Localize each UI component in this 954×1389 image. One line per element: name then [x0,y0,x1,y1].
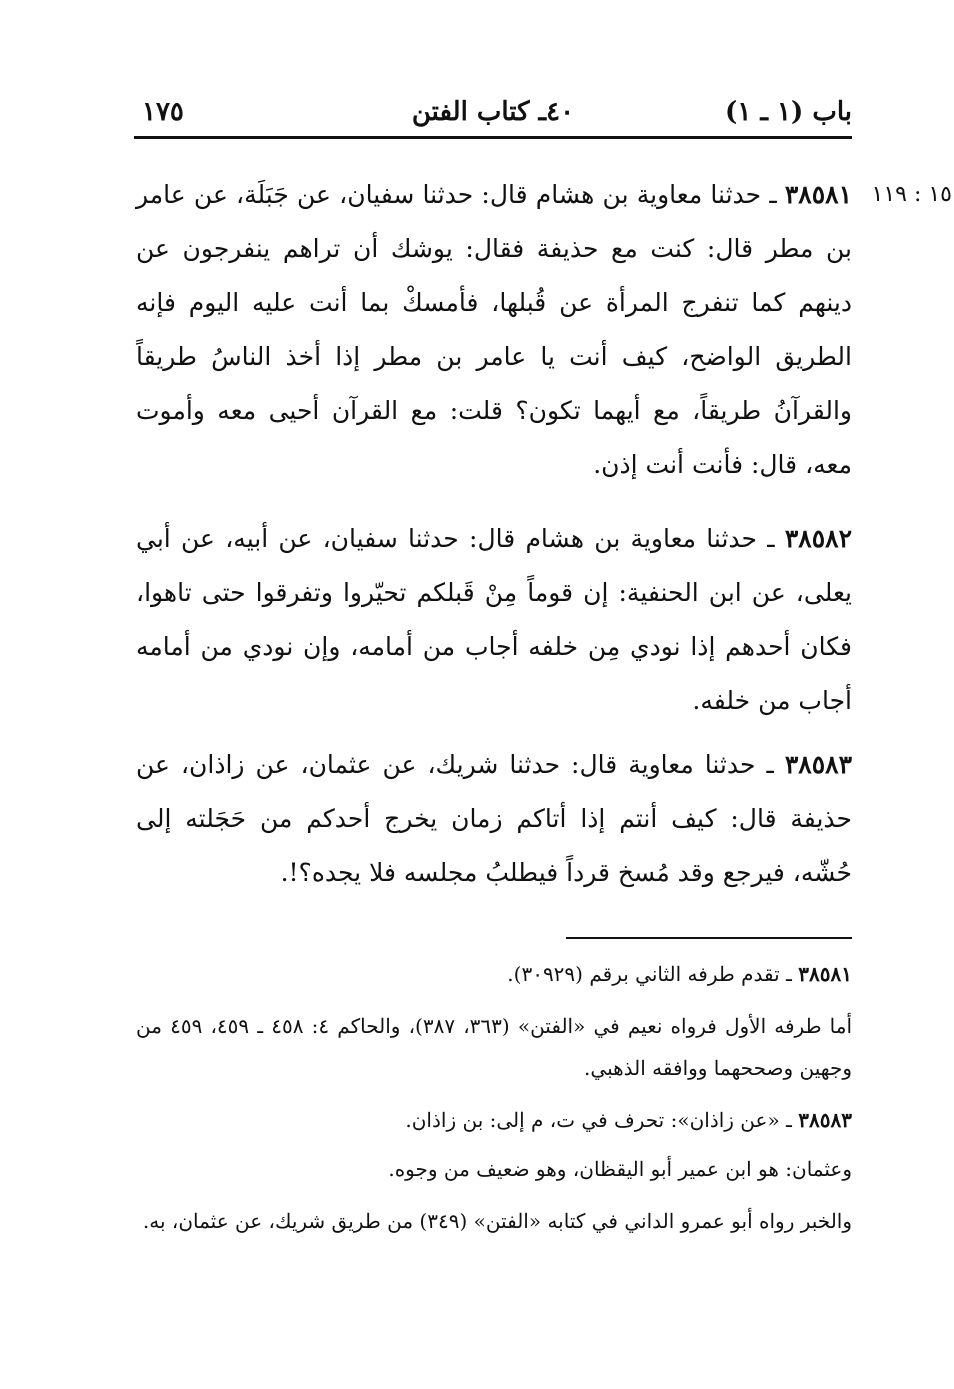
hadith-entry [136,738,852,900]
page-number: ١٧٥ [142,97,184,127]
hadith-text: ـ حدثنا معاوية قال: حدثنا شريك، عن عثمان، عن زاذان، عن حذيفة قال: كيف أنتم إذا أتاكم زمان يخرج أحدكم من حَجَلته إلى حُشّه، فيرجع وقد مُسخ قرداً فيطلبُ مجلسه فلا يجده؟!. [136,750,852,887]
footnote [136,1148,852,1190]
hadith-number: ٣٨٥٨٣ [784,750,852,779]
footnote-text: أما طرفه الأول فرواه نعيم في «الفتن» (٣٦٣، ٣٨٧)، والحاكم ٤: ٤٥٨ ـ ٤٥٩، ٤٥٩ من وجهين وصححهما ووافقه الذهبي. [136,1014,853,1080]
hadith-entry [136,512,852,728]
footnote [136,1005,852,1089]
footnote-number: ٣٨٥٨١ [798,962,852,986]
page-header [134,92,852,132]
chapter-label: باب (١ ـ ١) [725,97,852,127]
header-divider [134,136,852,139]
hadith-entry [136,168,852,492]
footnote-text: ـ تقدم طرفه الثاني برقم (٣٠٩٢٩). [507,962,799,986]
book-title: ٤٠ـ كتاب الفتن [411,97,575,127]
footnote-text: والخبر رواه أبو عمرو الداني في كتابه «الفتن» (٣٤٩) من طريق شريك، عن عثمان، به. [142,1209,852,1233]
margin-reference: ١٥ : ١١٩ [871,182,952,207]
footnote [136,953,852,995]
hadith-text: ـ حدثنا معاوية بن هشام قال: حدثنا سفيان، عن أبيه، عن أبي يعلى، عن ابن الحنفية: إن قوماً مِنْ قَبلكم تحيّروا وتفرقوا حتى تاهوا، فكان أحدهم إذا نودي مِن خلفه أجاب من أمامه، وإن نودي من أمامه أجاب من خلفه. [136,524,852,715]
footnote-divider [566,937,852,939]
footnote [136,1200,852,1242]
hadith-text: ـ حدثنا معاوية بن هشام قال: حدثنا سفيان، عن جَبَلَة، عن عامر بن مطر قال: كنت مع حذيفة فقال: يوشك أن تراهم ينفرجون عن دينهم كما تنفرج المرأة عن قُبلها، فأمسكْ بما أنت عليه اليوم فإنه الطريق الواضح، كيف أنت يا عامر بن مطر إذا أخذ الناسُ طريقاً والقرآنُ طريقاً، مع أيهما تكون؟ قلت: مع القرآن أحيى معه وأموت معه، قال: فأنت أنت إذن. [136,180,852,479]
footnote-text: وعثمان: هو ابن عمير أبو اليقظان، وهو ضعيف من وجوه. [388,1157,852,1181]
footnote-text: ـ «عن زاذان»: تحرف في ت، م إلى: بن زاذان. [405,1108,799,1132]
footnote [136,1099,852,1141]
hadith-number: ٣٨٥٨٢ [784,524,852,553]
hadith-number: ٣٨٥٨١ [784,180,852,209]
footnote-number: ٣٨٥٨٣ [798,1108,852,1132]
